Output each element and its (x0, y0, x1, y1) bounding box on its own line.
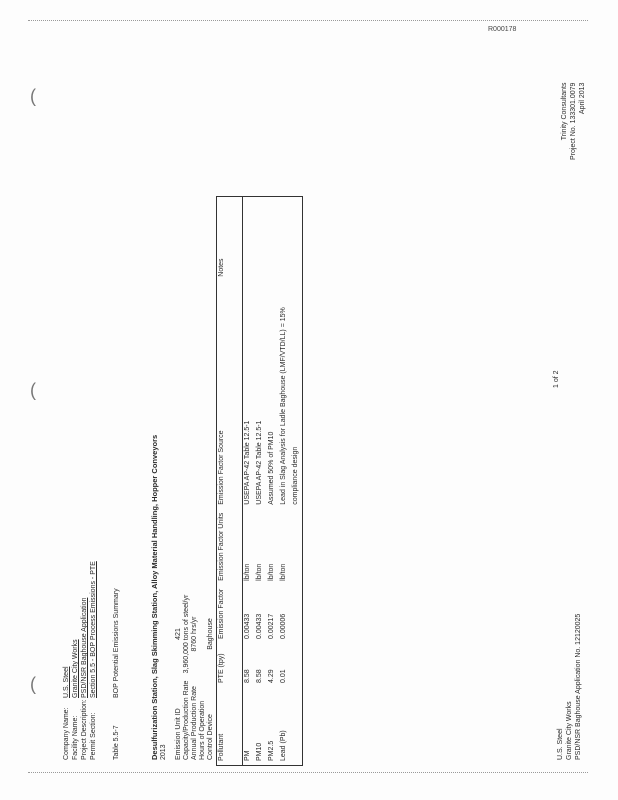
footer-right (560, 83, 587, 160)
footer-date: April 2013 (579, 82, 586, 115)
footer-facility: Granite City Works (566, 701, 573, 760)
table-title: BOP Potential Emissions Summary (113, 588, 120, 698)
cell-source-continuation: compliance design (291, 446, 299, 505)
facility-name: Desulfurization Station, Slag Skimming Station, Alloy Material Handling, Hopper Conveyors (150, 434, 159, 760)
cell-factor: 0.00217 (267, 613, 275, 639)
footer-left (556, 614, 583, 760)
meta-label: Company Name: (63, 707, 70, 760)
cell-pollutant: Lead (Pb) (279, 730, 287, 761)
table-header-row (217, 197, 243, 766)
emissions-table (216, 196, 303, 766)
meta-value: Section 5.5 - BOP Process Emissions - PTE (90, 561, 97, 698)
cell-pollutant: PM2.5 (267, 740, 275, 761)
bates-number: R000178 (488, 26, 517, 33)
cell-pte: 8.58 (244, 669, 251, 683)
cell-factor: 0.00006 (279, 613, 287, 639)
cell-pte: 4.29 (267, 669, 275, 683)
table-number: Table 5.5-7 (113, 725, 120, 760)
cell-units: lb/ton (267, 563, 275, 581)
cell-pollutant: PM10 (255, 742, 263, 761)
footer-application: PSD/NSR Baghouse Application No. 12120025 (575, 613, 582, 760)
production-label: Hours of Operation (199, 700, 206, 760)
cell-factor: 0.00433 (244, 613, 251, 639)
production-label: Capacity/Production Rate (183, 680, 190, 760)
footer-company: U.S. Steel (557, 728, 564, 760)
table-row (243, 197, 255, 766)
cell-factor: 0.00433 (255, 613, 263, 639)
facility-year: 2013 (160, 744, 167, 760)
cell-source: USEPA AP-42 Table 12.5-1 (244, 420, 251, 505)
cell-notes (243, 197, 255, 281)
cell-notes (267, 197, 279, 281)
table-row (267, 197, 279, 766)
header-notes: Notes (218, 258, 225, 277)
table-row (279, 197, 291, 766)
bottom-scan-border (28, 772, 588, 773)
rotated-page (62, 60, 586, 761)
cell-notes (279, 197, 291, 281)
cell-source: Assumed 50% of PM10 (267, 431, 275, 505)
cell-units: lb/ton (255, 563, 263, 581)
cell-pte: 0.01 (279, 669, 287, 683)
cell-units: lb/ton (279, 563, 287, 581)
production-label: Annual Production Rate (191, 686, 198, 760)
meta-value: PSD/NSR Baghouse Application (81, 597, 88, 698)
cell-source: USEPA AP-42 Table 12.5-1 (255, 420, 263, 505)
page-number: 1 of 2 (553, 370, 560, 388)
cell-notes (255, 197, 267, 281)
production-value: Baghouse (207, 618, 214, 650)
header-emission-factor-units: Emission Factor Units (218, 512, 225, 581)
header-pte: PTE (tpy) (218, 653, 225, 683)
top-scan-border (28, 20, 588, 21)
table-row (291, 197, 303, 766)
punch-hole-mark-bottom: ( (30, 674, 36, 694)
footer-project-number: Project No. 133301.0079 (570, 82, 577, 160)
header-pollutant: Pollutant (218, 733, 225, 761)
punch-hole-mark-middle: ( (30, 380, 36, 400)
meta-label: Project Description: (81, 699, 88, 760)
table-row (255, 197, 267, 766)
footer-consultant: Trinity Consultants (561, 82, 568, 141)
header-emission-factor-source: Emission Factor Source (218, 430, 225, 505)
production-value: 8760 hrs/yr (191, 616, 198, 652)
punch-hole-mark-top: ( (30, 86, 36, 106)
production-label: Emission Unit ID (175, 708, 182, 760)
meta-value: U.S. Steel (63, 666, 70, 698)
production-value: 3,960,000 tons of steel/yr (183, 594, 190, 674)
cell-units: lb/ton (244, 563, 251, 581)
production-value: 421 (175, 628, 182, 640)
meta-label: Permit Section: (90, 712, 97, 760)
cell-source: Lead in Slag Analysis for Ladle Baghouse (LMF/VTD/LL) = 15% (279, 307, 287, 505)
production-label: Control Device (207, 714, 214, 760)
meta-value: Granite City Works (72, 639, 79, 698)
header-emission-factor: Emission Factor (218, 588, 225, 639)
cell-pte: 8.58 (255, 669, 263, 683)
cell-pollutant: PM (244, 750, 251, 761)
meta-label: Facility Name: (72, 715, 79, 760)
